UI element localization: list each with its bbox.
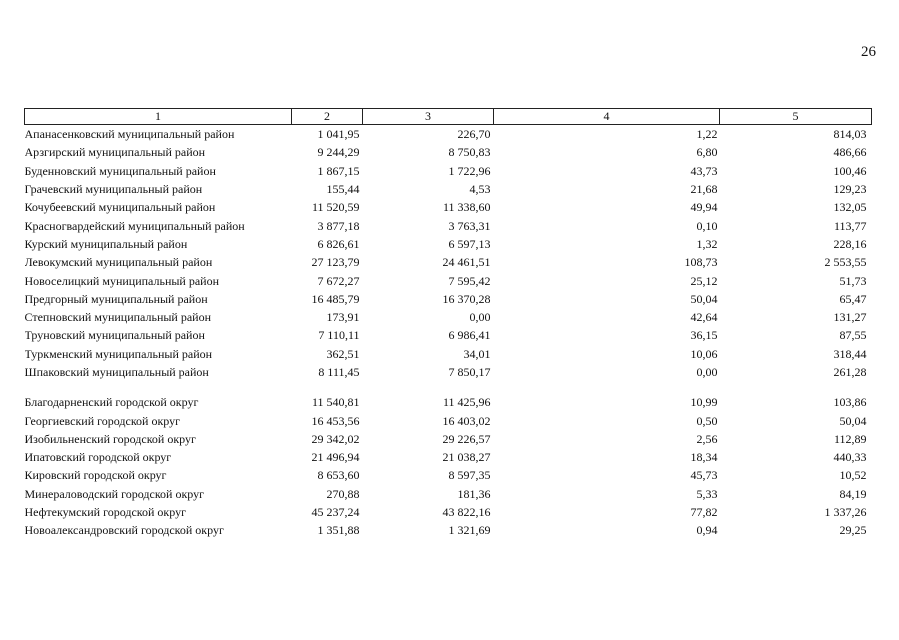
value-col-2: 155,44 [326, 182, 360, 197]
group-separator [25, 381, 872, 393]
value-col-2: 11 540,81 [311, 395, 360, 410]
value-col-3: 29 226,57 [442, 431, 491, 446]
value-col-5: 129,23 [833, 182, 867, 197]
district-name: Труновский муниципальный район [24, 328, 205, 343]
column-header-4: 4 [494, 109, 720, 125]
table-row [25, 253, 872, 271]
value-col-2: 1 867,15 [317, 163, 360, 178]
value-col-2: 362,51 [326, 346, 360, 361]
value-col-3: 1 321,69 [448, 523, 491, 538]
table-row [25, 216, 872, 234]
value-col-3: 34,01 [463, 346, 491, 361]
table-row [25, 466, 872, 484]
value-col-4: 0,94 [696, 523, 718, 538]
value-col-3: 3 763,31 [448, 218, 491, 233]
value-col-5: 486,66 [833, 145, 867, 160]
value-col-3: 43 822,16 [442, 505, 491, 520]
value-col-4: 45,73 [690, 468, 718, 483]
value-col-4: 18,34 [690, 450, 718, 465]
value-col-5: 113,77 [833, 218, 867, 233]
value-col-5: 10,52 [839, 468, 867, 483]
value-col-2: 29 342,02 [311, 431, 360, 446]
value-col-3: 24 461,51 [442, 255, 491, 270]
table-row [25, 393, 872, 411]
table-row [25, 345, 872, 363]
value-col-5: 65,47 [839, 291, 867, 306]
district-name: Минераловодский городской округ [24, 486, 205, 501]
district-name: Апанасенковский муниципальный район [24, 127, 235, 142]
table-row [25, 503, 872, 521]
value-col-2: 11 520,59 [311, 200, 360, 215]
district-name: Степновский муниципальный район [24, 310, 212, 325]
value-col-5: 51,73 [839, 273, 867, 288]
value-col-4: 50,04 [690, 291, 718, 306]
value-col-2: 16 453,56 [311, 413, 360, 428]
value-col-5: 1 337,26 [824, 505, 867, 520]
value-col-4: 42,64 [690, 310, 718, 325]
value-col-2: 6 826,61 [317, 236, 360, 251]
page-number: 26 [861, 44, 876, 60]
value-col-3: 7 595,42 [448, 273, 491, 288]
table-row [25, 308, 872, 326]
value-col-4: 0,10 [696, 218, 718, 233]
value-col-4: 0,00 [696, 365, 718, 379]
table-row [25, 326, 872, 344]
value-col-4: 43,73 [690, 163, 718, 178]
value-col-2: 45 237,24 [311, 505, 360, 520]
value-col-3: 6 597,13 [448, 236, 491, 251]
value-col-2: 1 041,95 [317, 127, 360, 142]
value-col-5: 103,86 [833, 395, 867, 410]
district-name: Кировский городской округ [24, 468, 167, 483]
value-col-4: 6,80 [696, 145, 718, 160]
value-col-3: 8 750,83 [448, 145, 491, 160]
table-row [25, 271, 872, 289]
value-col-5: 29,25 [839, 523, 867, 538]
value-col-2: 1 351,88 [317, 523, 360, 538]
district-name: Буденновский муниципальный район [24, 163, 216, 178]
value-col-4: 2,56 [696, 431, 718, 446]
value-col-5: 228,16 [833, 236, 867, 251]
value-col-3: 11 425,96 [442, 395, 491, 410]
value-col-5: 318,44 [833, 346, 867, 361]
value-col-5: 814,03 [833, 127, 867, 142]
value-col-5: 131,27 [833, 310, 867, 325]
table-row [25, 290, 872, 308]
value-col-5: 84,19 [839, 486, 867, 501]
value-col-4: 108,73 [684, 255, 718, 270]
district-name: Туркменский муниципальный район [24, 346, 213, 361]
table-row [25, 180, 872, 198]
value-col-5: 100,46 [833, 163, 867, 178]
value-col-4: 1,32 [696, 236, 718, 251]
value-col-3: 4,53 [469, 182, 491, 197]
value-col-5: 112,89 [833, 431, 867, 446]
value-col-4: 36,15 [690, 328, 718, 343]
value-col-4: 25,12 [690, 273, 718, 288]
value-col-4: 10,06 [690, 346, 718, 361]
district-name: Курский муниципальный район [24, 236, 188, 251]
column-header-3: 3 [363, 109, 494, 125]
table-row [25, 143, 872, 161]
value-col-2: 27 123,79 [311, 255, 360, 270]
district-name: Левокумский муниципальный район [24, 255, 213, 270]
district-name: Грачевский муниципальный район [24, 182, 203, 197]
table-row [25, 235, 872, 253]
column-header-5: 5 [720, 109, 872, 125]
value-col-5: 87,55 [839, 328, 867, 343]
value-col-2: 8 653,60 [317, 468, 360, 483]
data-table [24, 108, 872, 540]
district-name: Шпаковский муниципальный район [24, 365, 209, 379]
value-col-3: 8 597,35 [448, 468, 491, 483]
value-col-3: 1 722,96 [448, 163, 491, 178]
value-col-3: 6 986,41 [448, 328, 491, 343]
value-col-4: 5,33 [696, 486, 718, 501]
district-name: Изобильненский городской округ [24, 431, 196, 446]
value-col-3: 226,70 [457, 127, 491, 142]
table-row [25, 485, 872, 503]
value-col-2: 16 485,79 [311, 291, 360, 306]
table-row [25, 521, 872, 539]
table-row [25, 448, 872, 466]
district-name: Нефтекумский городской округ [24, 505, 187, 520]
value-col-3: 181,36 [457, 486, 491, 501]
district-name: Красногвардейский муниципальный район [24, 218, 245, 233]
value-col-2: 7 672,27 [317, 273, 360, 288]
value-col-4: 10,99 [690, 395, 718, 410]
value-col-2: 270,88 [326, 486, 360, 501]
value-col-5: 261,28 [833, 365, 867, 379]
data-table-container [24, 108, 871, 540]
value-col-4: 49,94 [690, 200, 718, 215]
value-col-5: 132,05 [833, 200, 867, 215]
value-col-2: 3 877,18 [317, 218, 360, 233]
value-col-2: 173,91 [326, 310, 360, 325]
header-row [25, 109, 872, 125]
value-col-5: 440,33 [833, 450, 867, 465]
district-name: Георгиевский городской округ [24, 413, 181, 428]
district-name: Кочубеевский муниципальный район [24, 200, 216, 215]
table-row [25, 198, 872, 216]
district-name: Новоселицкий муниципальный район [24, 273, 220, 288]
table-header [25, 109, 872, 125]
value-col-3: 11 338,60 [442, 200, 491, 215]
value-col-5: 50,04 [839, 413, 867, 428]
value-col-2: 9 244,29 [317, 145, 360, 160]
district-name: Благодарненский городской округ [24, 395, 199, 410]
table-body [25, 125, 872, 540]
table-row [25, 125, 872, 144]
district-name: Ипатовский городской округ [24, 450, 172, 465]
table-row [25, 162, 872, 180]
value-col-2: 7 110,11 [318, 328, 360, 343]
value-col-4: 77,82 [690, 505, 718, 520]
value-col-3: 21 038,27 [442, 450, 491, 465]
value-col-2: 21 496,94 [311, 450, 360, 465]
column-header-2: 2 [292, 109, 363, 125]
column-header-1: 1 [25, 109, 292, 125]
value-col-4: 0,50 [696, 413, 718, 428]
table-row [25, 430, 872, 448]
district-name: Арзгирский муниципальный район [24, 145, 206, 160]
district-name: Предгорный муниципальный район [24, 291, 208, 306]
value-col-3: 0,00 [469, 310, 491, 325]
group-separator-cell [25, 381, 872, 393]
value-col-4: 1,22 [696, 127, 718, 142]
value-col-5: 2 553,55 [824, 255, 867, 270]
district-name: Новоалександровский городской округ [24, 523, 224, 538]
value-col-3: 7 850,17 [448, 365, 491, 379]
table-row [25, 363, 872, 381]
value-col-3: 16 403,02 [442, 413, 491, 428]
table-row [25, 411, 872, 429]
value-col-3: 16 370,28 [442, 291, 491, 306]
value-col-2: 8 111,45 [318, 365, 360, 379]
value-col-4: 21,68 [690, 182, 718, 197]
